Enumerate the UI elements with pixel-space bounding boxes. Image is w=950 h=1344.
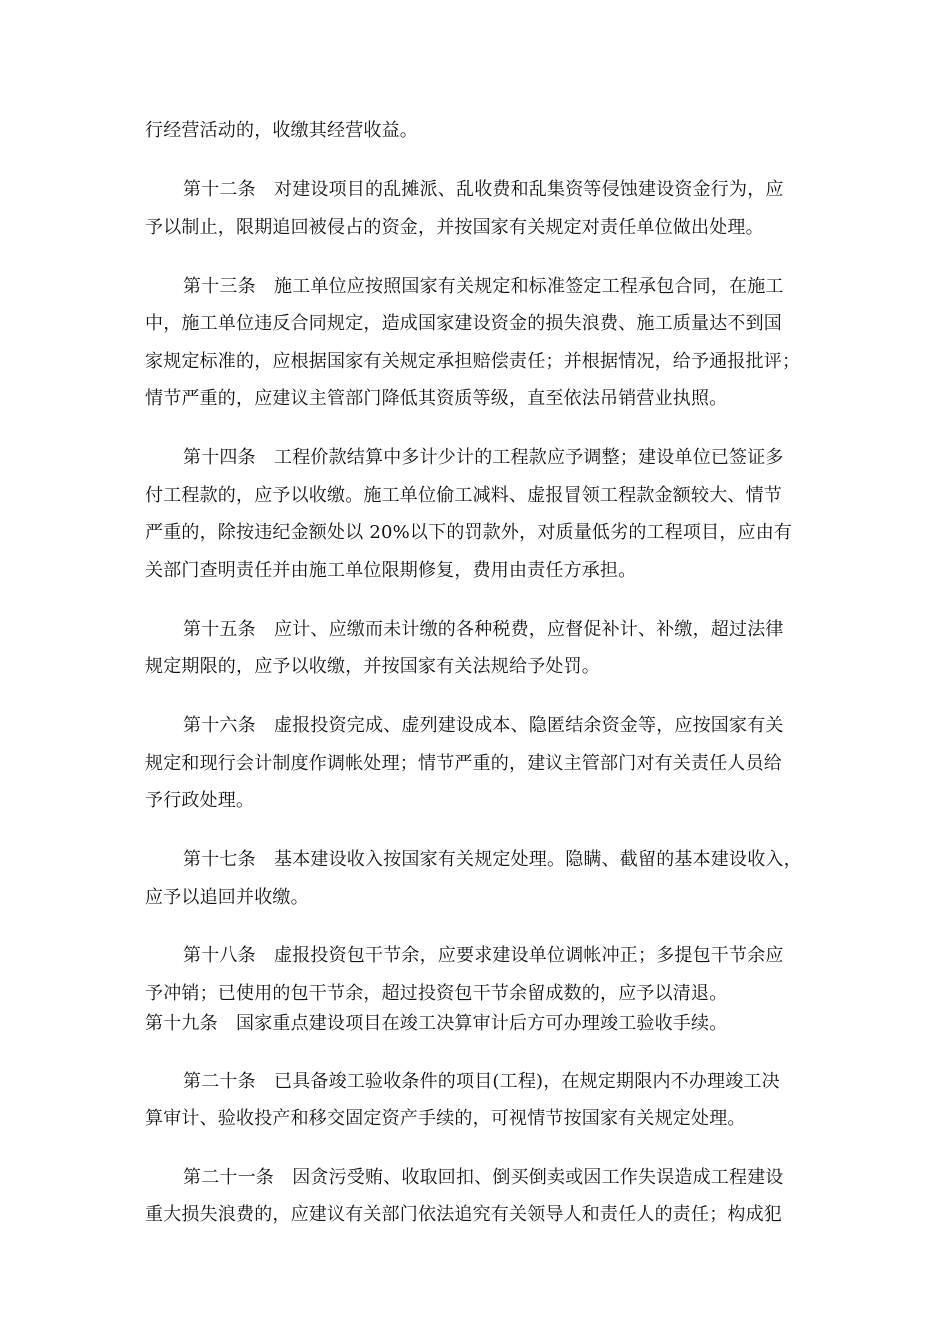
article-14-line-2: 付工程款的，应予以收缴。施工单位偷工减料、虚报冒领工程款金额较大、情节 (145, 485, 782, 506)
article-13-line-2: 中，施工单位违反合同规定，造成国家建设资金的损失浪费、施工质量达不到国 (145, 313, 782, 334)
article-14-line-4: 关部门查明责任并由施工单位限期修复，费用由责任方承担。 (145, 560, 637, 581)
article-15-line-2: 规定期限的，应予以收缴，并按国家有关法规给予处罚。 (145, 656, 600, 677)
article-21-line-1: 第二十一条 因贪污受贿、收取回扣、倒买倒卖或因工作失误造成工程建设 (183, 1167, 784, 1188)
article-18-line-2: 予冲销；已使用的包干节余，超过投资包干节余留成数的，应予以清退。 (145, 983, 728, 1004)
article-13-line-4: 情节严重的，应建议主管部门降低其资质等级，直至依法吊销营业执照。 (145, 388, 728, 409)
article-20-line-2: 算审计、验收投产和移交固定资产手续的，可视情节按国家有关规定处理。 (145, 1108, 746, 1129)
article-16-line-1: 第十六条 虚报投资完成、虚列建设成本、隐匿结余资金等，应按国家有关 (183, 715, 784, 736)
paragraph-line: 行经营活动的，收缴其经营收益。 (145, 120, 418, 141)
article-17-line-2: 应予以追回并收缴。 (145, 887, 309, 908)
article-13-line-3: 家规定标准的，应根据国家有关规定承担赔偿责任；并根据情况，给予通报批评； (145, 351, 801, 372)
article-14-line-3: 严重的，除按违纪金额处以 20%以下的罚款外，对质量低劣的工程项目，应由有 (145, 522, 793, 543)
article-12-line-1: 第十二条 对建设项目的乱摊派、乱收费和乱集资等侵蚀建设资金行为，应 (183, 179, 784, 200)
article-13-line-1: 第十三条 施工单位应按照国家有关规定和标准签定工程承包合同，在施工 (183, 276, 784, 297)
article-21-line-2: 重大损失浪费的，应建议有关部门依法追究有关领导人和责任人的责任；构成犯 (145, 1204, 782, 1225)
article-20-line-1: 第二十条 已具备竣工验收条件的项目(工程)，在规定期限内不办理竣工决 (183, 1071, 780, 1092)
article-14-line-1: 第十四条 工程价款结算中多计少计的工程款应予调整；建设单位已签证多 (183, 447, 784, 468)
article-15-line-1: 第十五条 应计、应缴而未计缴的各种税费，应督促补计、补缴，超过法律 (183, 619, 784, 640)
article-16-line-2: 规定和现行会计制度作调帐处理；情节严重的，建议主管部门对有关责任人员给 (145, 753, 782, 774)
article-16-line-3: 予行政处理。 (145, 790, 255, 811)
article-19-line-1: 第十九条 国家重点建设项目在竣工决算审计后方可办理竣工验收手续。 (145, 1013, 728, 1034)
article-12-line-2: 予以制止，限期追回被侵占的资金，并按国家有关规定对责任单位做出处理。 (145, 217, 764, 238)
article-18-line-1: 第十八条 虚报投资包干节余，应要求建设单位调帐冲正；多提包干节余应 (183, 945, 784, 966)
article-17-line-1: 第十七条 基本建设收入按国家有关规定处理。隐瞒、截留的基本建设收入， (183, 849, 802, 870)
